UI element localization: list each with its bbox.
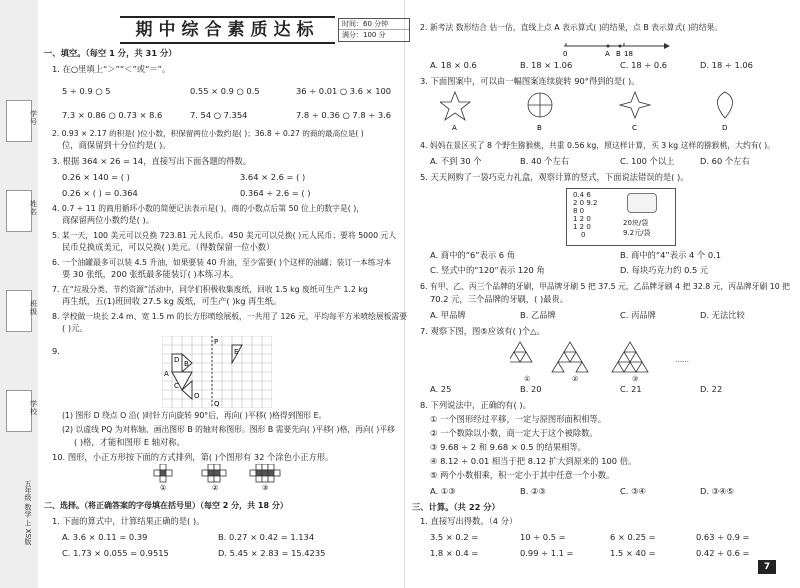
line-label: 18 xyxy=(624,50,633,58)
q8: 8. 学校做一块长 2.4 m、宽 1.5 m 的长方形喷绘展板，一共用了 126 元，平均每平方米喷绘展板需要 xyxy=(52,312,408,321)
calc-item: 6 × 0.25 = xyxy=(610,532,656,542)
q9-1: (1) 图形 D 绕点 O 沿( )时针方向旋转 90°后，再向( )平移( )格得到图形 E。 xyxy=(62,411,327,420)
q9-2-cont: ( )格，才能和图形 E 轴对称。 xyxy=(74,437,185,447)
c7-option: A. 25 xyxy=(430,384,452,394)
grid-label-o: O xyxy=(194,392,200,400)
c1: 1. 下面的算式中，计算结果正确的是( )。 xyxy=(52,516,205,526)
q2-cont: 位，商保留到十分位约是( )。 xyxy=(62,140,171,150)
c7-label: ③ xyxy=(632,375,639,383)
chocolate-box-icon xyxy=(627,193,657,213)
q9-grid-figure xyxy=(162,336,272,408)
grid-label-b: B xyxy=(184,360,189,368)
grid-label-c: C xyxy=(174,382,179,390)
section1-title: 一、填空。（每空 1 分，共 31 分） xyxy=(44,48,177,58)
c8-statement: ⑤ 两个小数相乘，积一定小于其中任意一个小数。 xyxy=(430,470,615,480)
time-limit: 时间：60 分钟 xyxy=(339,19,409,30)
q10-label: ① xyxy=(160,484,167,490)
q4: 4. 0.7 ÷ 11 的商用循环小数的简便记法表示是( )，商的小数点后第 50 位上的数字是( )， xyxy=(52,204,365,213)
c6-option: D. 无法比较 xyxy=(700,310,745,320)
c3-patterns xyxy=(440,90,760,130)
calc-item: 0.63 ÷ 0.9 = xyxy=(696,532,750,542)
q10: 10. 图形，小正方形按下面的方式排列，第( )个图形有 32 个涂色小正方形。 xyxy=(52,452,334,462)
c8-option: A. ①③ xyxy=(430,486,456,496)
name-box xyxy=(6,190,32,232)
strip-label-id: 学号 xyxy=(30,110,37,126)
c6-option: A. 甲品牌 xyxy=(430,310,466,320)
exam-meta xyxy=(338,18,410,42)
q8-cont: ( )元。 xyxy=(62,323,88,333)
c1-option: D. 5.45 × 2.83 = 15.4235 xyxy=(218,548,326,558)
price-per-bag: 20块/袋 xyxy=(623,219,649,227)
calc-item: 10 ÷ 0.5 = xyxy=(520,532,566,542)
calc-item: 1.5 × 40 = xyxy=(610,548,656,558)
q1-item: 7.8 ÷ 0.36 ○ 7.8 ÷ 3.6 xyxy=(296,110,392,120)
c7-option: D. 22 xyxy=(700,384,723,394)
c7-triangle-pattern xyxy=(510,340,710,374)
c5-option: D. 每块巧克力约 0.5 元 xyxy=(620,265,709,275)
q6: 6. 一个油罐最多可以装 4.5 升油，如果要装 40 升油，至少需要( )个这样的油罐；装订一本练习本 xyxy=(52,258,392,267)
c1-option: B. 0.27 × 0.42 = 1.134 xyxy=(218,532,315,542)
c7-option: B. 20 xyxy=(520,384,542,394)
c2-option: C. 18 ÷ 0.6 xyxy=(620,60,668,70)
c4: 4. 妈妈在景区买了 8 个野生猕猴桃，共重 0.56 kg，照这样计算，买 3 kg 这样的猕猴桃，大约有( )。 xyxy=(420,141,775,150)
c8-statement: ③ 9.68 ÷ 2 和 9.68 × 0.5 的结果相等。 xyxy=(430,442,586,452)
line-label: 0 xyxy=(563,50,568,58)
line-label: A xyxy=(605,50,610,58)
svg-text:……: …… xyxy=(675,356,689,364)
c6-cont: 70.2 元，三个品牌的牙刷，( )最贵。 xyxy=(430,294,569,304)
c8-option: D. ③④⑤ xyxy=(700,486,734,496)
q6-cont: 要 30 张纸，200 张纸最多能装订( )本练习本。 xyxy=(62,269,239,279)
strip-label-name: 姓名 xyxy=(30,200,37,216)
grid-label-q: Q xyxy=(214,400,220,408)
q1-item: 7.3 × 0.86 ○ 0.73 × 8.6 xyxy=(62,110,163,120)
student-id-box xyxy=(6,100,32,142)
q3-item: 0.26 × 140 = ( ) xyxy=(62,172,130,182)
grid-label-e: E xyxy=(234,348,239,356)
q4-cont: 商保留两位小数约是( )。 xyxy=(62,215,155,225)
q3-item: 0.364 ÷ 2.6 = ( ) xyxy=(240,188,311,198)
q5-cont: 民币兑换成美元，可以兑换( )美元。（得数保留一位小数） xyxy=(62,242,275,252)
q3-item: 0.26 × ( ) = 0.364 xyxy=(62,188,138,198)
calc-item: 0.99 ÷ 1.1 = xyxy=(520,548,574,558)
q1: 1. 在○里填上“＞”“＜”或“＝”。 xyxy=(52,64,171,74)
grid-label-d: D xyxy=(174,356,180,364)
q7: 7. 在“垃圾分类、节约资源”活动中，同学们积极收集废纸，回收 1.5 kg 废纸可生产 1.2 kg xyxy=(52,285,368,294)
calc-item: 3.5 × 0.2 = xyxy=(430,532,479,542)
page-divider xyxy=(404,0,405,588)
c5-option: A. 商中的“6”表示 6 角 xyxy=(430,250,516,260)
c8-statement: ④ 8.12 ÷ 0.01 相当于把 8.12 扩大到原来的 100 倍。 xyxy=(430,456,637,466)
c6-option: C. 丙品牌 xyxy=(620,310,656,320)
price-per-bag: 9.2元/袋 xyxy=(623,229,651,237)
calc-line: 0 xyxy=(581,231,586,239)
q3-item: 3.64 × 2.6 = ( ) xyxy=(240,172,306,182)
section3-title: 三、计算。（共 22 分） xyxy=(412,502,500,512)
q10-label: ② xyxy=(212,484,219,490)
c2: 2. 新考法 数形结合 估一估，直线上点 A 表示算式( )的结果，点 B 表示算式( )的结果。 xyxy=(420,23,723,32)
c2-number-line xyxy=(560,38,670,58)
strip-label-class: 班级 xyxy=(30,300,37,316)
c5-option: B. 商中的“4”表示 4 个 0.1 xyxy=(620,250,722,260)
calc-line: 2 0 9.2 xyxy=(573,199,598,207)
c1-option: A. 3.6 × 0.11 = 0.39 xyxy=(62,532,148,542)
c7: 7. 观察下图，图⑤应该有( )个△。 xyxy=(420,326,545,336)
c2-option: A. 18 × 0.6 xyxy=(430,60,477,70)
c7-label: ② xyxy=(572,375,579,383)
calc-line: 0.4 6 xyxy=(573,191,591,199)
c3: 3. 下面图案中，可以由一幅图案连续旋转 90°得到的是( )。 xyxy=(420,76,640,86)
page-title: 期中综合素质达标 xyxy=(120,16,335,44)
q5: 5. 某一天，100 美元可以兑换 723.81 元人民币。450 美元可以兑换( )元人民币；要将 5000 元人 xyxy=(52,231,397,240)
q9: 9. xyxy=(52,346,60,356)
c4-option: B. 40 个左右 xyxy=(520,156,570,166)
school-box xyxy=(6,390,32,432)
calc-item: 0.42 ÷ 0.6 = xyxy=(696,548,750,558)
q1-item: 5 ÷ 0.9 ○ 5 xyxy=(62,86,111,96)
c2-option: D. 18 ÷ 1.06 xyxy=(700,60,753,70)
calc-line: 1 2 0 xyxy=(573,223,591,231)
c8-option: C. ③④ xyxy=(620,486,646,496)
calc-item: 1.8 × 0.4 = xyxy=(430,548,479,558)
series-label: 五年级 数学 上 XS版 xyxy=(24,480,32,545)
c5-option: C. 竖式中的“120”表示 120 角 xyxy=(430,265,545,275)
c8: 8. 下列说法中，正确的有( )。 xyxy=(420,400,531,410)
c3-label: D xyxy=(722,124,728,130)
c8-option: B. ②③ xyxy=(520,486,546,496)
section2-title: 二、选择。（将正确答案的字母填在括号里）（每空 2 分，共 18 分） xyxy=(44,501,288,510)
c1-option: C. 1.73 × 0.055 = 0.9515 xyxy=(62,548,169,558)
q1-item: 0.55 × 0.9 ○ 0.5 xyxy=(190,86,260,96)
strip-label-school: 学校 xyxy=(30,400,37,416)
c2-option: B. 18 × 1.06 xyxy=(520,60,573,70)
line-label: B xyxy=(616,50,621,58)
q10-pattern-figure xyxy=(150,464,310,490)
q3: 3. 根据 364 × 26 = 14，直接写出下面各题的得数。 xyxy=(52,156,252,166)
c8-statement: ② 一个数除以小数，商一定大于这个被除数。 xyxy=(430,428,598,438)
page-number: 7 xyxy=(758,560,776,574)
q1-item: 7. 5̇4 ○ 7.354 xyxy=(190,110,248,120)
grid-label-a: A xyxy=(164,370,169,378)
c6: 6. 有甲、乙、丙三个品牌的牙刷，甲品牌牙刷 5 把 37.5 元，乙品牌牙刷 4 把 32.8 元，丙品牌牙刷 10 把 xyxy=(420,282,790,291)
grid-label-p: P xyxy=(214,338,219,346)
q2: 2. 0.93 × 2.17 的积是( )位小数，积保留两位小数约是( )；36.8 ÷ 0.27 的商的最高位是( ) xyxy=(52,129,364,138)
k1: 1. 直接写出得数。（4 分） xyxy=(420,516,518,526)
c7-option: C. 21 xyxy=(620,384,642,394)
calc-line: 1 2 0 xyxy=(573,215,591,223)
c6-option: B. 乙品牌 xyxy=(520,310,556,320)
c5-figure xyxy=(566,188,676,246)
class-box xyxy=(6,290,32,332)
c4-option: A. 不到 30 个 xyxy=(430,156,482,166)
c7-label: ① xyxy=(524,375,531,383)
c3-label: B xyxy=(537,124,542,130)
q9-2: (2) 以虚线 PQ 为对称轴，画出图形 B 的轴对称图形。图形 B 需要先向( )平移( )格，再向( )平移 xyxy=(62,425,395,434)
q10-label: ③ xyxy=(262,484,269,490)
full-score: 满分：100 分 xyxy=(342,31,386,39)
c4-option: D. 60 个左右 xyxy=(700,156,750,166)
c8-statement: ① 一个图形经过平移，一定与原图形面积相等。 xyxy=(430,414,607,424)
c4-option: C. 100 个以上 xyxy=(620,156,675,166)
c3-label: C xyxy=(632,124,637,130)
c3-label: A xyxy=(452,124,457,130)
calc-line: 8 0 xyxy=(573,207,585,215)
q7-cont: 再生纸，五(1)班回收 27.5 kg 废纸，可生产( )kg 再生纸。 xyxy=(62,296,282,306)
q1-item: 36 ÷ 0.01 ○ 3.6 × 100 xyxy=(296,86,392,96)
c5: 5. 天天网购了一袋巧克力礼盒，观察计算的竖式，下面说法错误的是( )。 xyxy=(420,172,689,182)
